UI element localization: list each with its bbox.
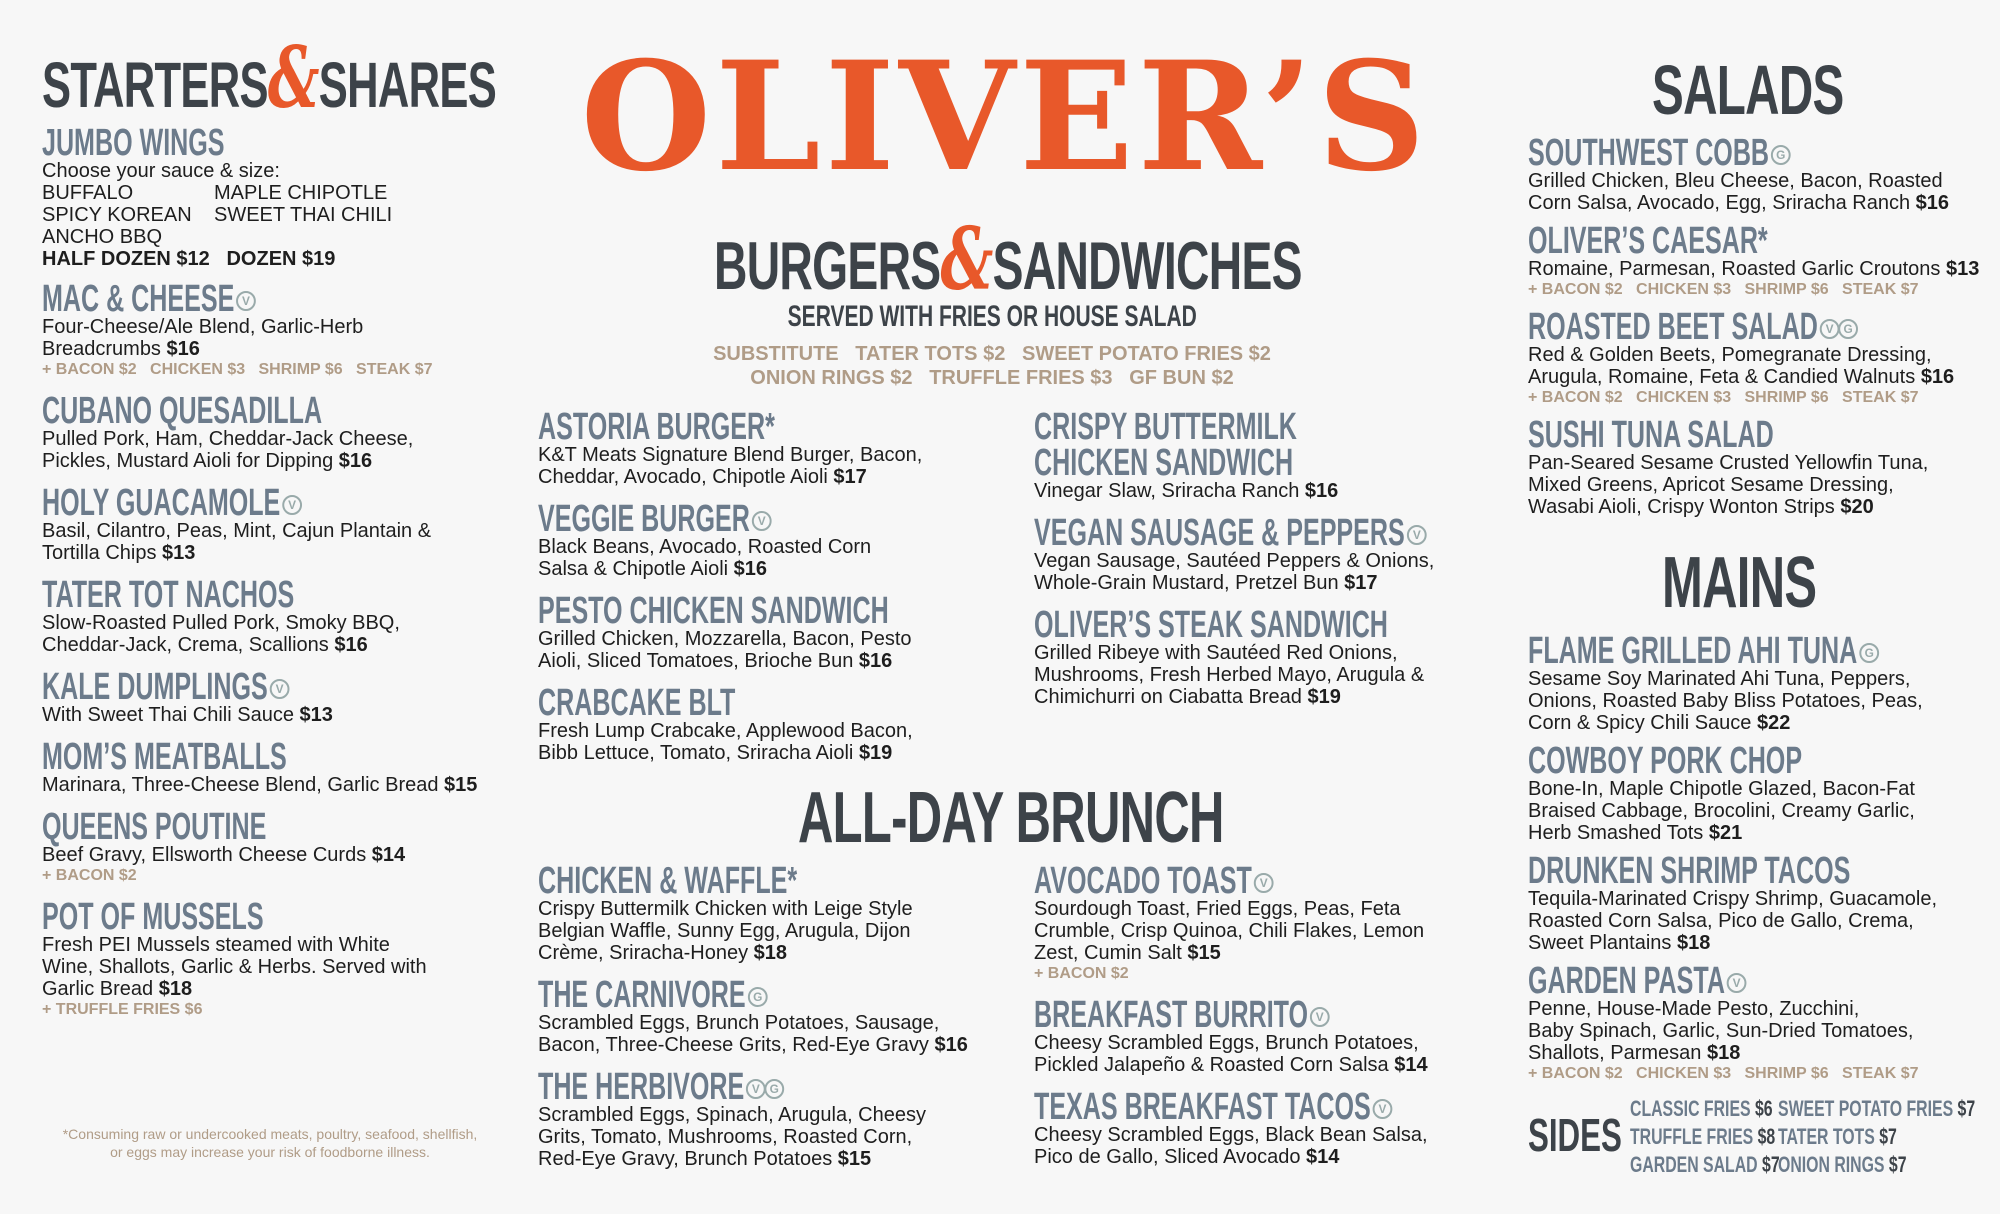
sauce: ANCHO BBQ [42,226,163,248]
item-price: $19 [1307,686,1341,708]
item-name [42,482,352,524]
item-name: OLIVER’S CAESAR* [1528,220,1768,262]
item-desc-text: Red-Eye Gravy, Brunch Potatoes [538,1148,833,1170]
substitute-line-1: SUBSTITUTE TATER TOTS $2 SWEET POTATO FRIES $2 [713,343,1271,365]
item-desc-text: Breadcrumbs [42,338,161,360]
menu-item [42,808,512,886]
item-desc-text: Corn & Spicy Chili Sauce [1528,712,1752,734]
brunch-right-column [1034,862,1494,1180]
item-desc: Roasted Corn Salsa, Pico de Gallo, Crema, [1528,910,1914,932]
served-with-text: SERVED WITH FRIES OR HOUSE SALAD [787,300,1197,333]
item-desc: Choose your sauce & size: [42,160,280,182]
item-desc: Wine, Shallots, Garlic & Herbs. Served with [42,956,427,978]
item-price: $21 [1708,822,1743,844]
item-desc-text: Pickled Jalapeño & Roasted Corn Salsa [1034,1054,1389,1076]
item-name: COWBOY PORK CHOP [1528,740,1803,782]
item-price: $13 [299,704,333,726]
item-desc: Pulled Pork, Ham, Cheddar-Jack Cheese, [42,428,414,450]
vegetarian-icon: V [1310,1007,1330,1027]
item-desc [538,466,1008,488]
menu-item [538,976,1008,1056]
side-price: $7 [1888,1152,1907,1177]
item-desc: Grits, Tomato, Mushrooms, Roasted Corn, [538,1126,913,1148]
item-desc: Mixed Greens, Apricot Sesame Dressing, [1528,474,1894,496]
item-desc-text: Aioli, Sliced Tomatoes, Brioche Bun [538,650,854,672]
item-desc-text: Cheddar-Jack, Crema, Scallions [42,634,329,656]
item-name-text: GARDEN PASTA [1528,960,1725,1002]
item-desc: Fresh Lump Crabcake, Applewood Bacon, [538,720,913,742]
wing-sauces [42,182,512,248]
item-price: $18 [1676,932,1711,954]
burgers-title-b: SANDWICHES [992,228,1302,304]
menu-item [1034,1088,1494,1168]
item-name-text: TEXAS BREAKFAST TACOS [1034,1086,1371,1128]
menu-item [1034,514,1494,594]
item-desc: Four-Cheese/Ale Blend, Garlic-Herb [42,316,364,338]
starters-section [42,28,512,1032]
item-price: $14 [1394,1054,1428,1076]
side-name: GARDEN SALAD [1630,1152,1758,1177]
item-name [1528,306,1853,348]
menu-item [42,392,512,472]
item-desc [1528,822,1988,844]
item-name: OLIVER’S STEAK SANDWICH [1034,604,1388,646]
item-name [538,498,848,540]
food-safety-note: *Consuming raw or undercooked meats, poultry, seafood, shellfish, or eggs may increase your risk of foodborne illness. [62,1126,478,1160]
item-name: PESTO CHICKEN SANDWICH [538,590,889,632]
item-price: $15 [837,1148,872,1170]
item-price: $16 [1915,192,1950,214]
vegetarian-icon: V [1820,319,1840,339]
menu-item [42,576,512,656]
item-desc [1528,366,1988,388]
item-desc [538,1034,1008,1056]
item-desc [1034,1054,1494,1076]
item-desc: Braised Cabbage, Brocolini, Creamy Garlic, [1528,800,1915,822]
item-name-text: BREAKFAST BURRITO [1034,994,1309,1036]
item-desc-text: Cheddar, Avocado, Chipotle Aioli [538,466,828,488]
menu-item [42,738,512,796]
item-name: CHICKEN & WAFFLE* [538,860,798,902]
item-desc [538,942,1008,964]
item-price: $14 [1306,1146,1340,1168]
item-desc [42,978,512,1000]
item-desc: Fresh PEI Mussels steamed with White [42,934,390,956]
vegetarian-icon: V [270,679,290,699]
item-name [42,666,352,708]
item-desc: Red & Golden Beets, Pomegranate Dressing, [1528,344,1932,366]
item-name: ASTORIA BURGER* [538,406,775,448]
item-name-text: VEGGIE BURGER [538,498,750,540]
item-desc-text: Wasabi Aioli, Crispy Wonton Strips [1528,496,1835,518]
side-item [1630,1152,1780,1178]
menu-item [1528,222,1988,300]
burgers-left-column [538,408,1008,776]
item-desc: Crispy Buttermilk Chicken with Leige Style [538,898,913,920]
item-desc-text: Garlic Bread [42,978,154,1000]
menu-item [1034,996,1494,1076]
side-price: $7 [1762,1152,1780,1177]
item-desc-text: Beef Gravy, Ellsworth Cheese Curds [42,844,367,866]
vegetarian-icon: V [746,1079,766,1099]
item-desc-text: Bibb Lettuce, Tomato, Sriracha Aioli [538,742,854,764]
item-desc [1528,496,1988,518]
item-price: $13 [1945,258,1980,280]
item-name: CRABCAKE BLT [538,682,736,724]
item-price: $14 [371,844,406,866]
item-desc: Scrambled Eggs, Brunch Potatoes, Sausage, [538,1012,940,1034]
vegetarian-icon: V [236,291,256,311]
item-desc: K&T Meats Signature Blend Burger, Bacon, [538,444,923,466]
salads-column [1528,134,1988,530]
menu-item [538,862,1008,964]
item-name-text: AVOCADO TOAST [1034,860,1252,902]
menu-item [1528,742,1988,844]
item-desc: Sourdough Toast, Fried Eggs, Peas, Feta [1034,898,1401,920]
item-name-text: SOUTHWEST COBB [1528,132,1770,174]
substitute-line-2: ONION RINGS $2 TRUFFLE FRIES $3 GF BUN $2 [750,367,1234,389]
item-price: $16 [934,1034,968,1056]
item-desc: Black Beans, Avocado, Roasted Corn [538,536,872,558]
side-name: TRUFFLE FRIES [1630,1124,1754,1149]
item-name [538,1066,848,1108]
vegetarian-icon: V [282,495,302,515]
item-price: $19 [858,742,893,764]
item-desc: Crumble, Crisp Quinoa, Chili Flakes, Lemon [1034,920,1425,942]
gluten-free-icon: G [1859,643,1879,663]
item-price: $20 [1840,496,1874,518]
gluten-free-icon: G [748,987,768,1007]
sauce: SPICY KOREAN [42,204,192,226]
gluten-free-icon: G [1838,319,1858,339]
item-desc [1528,712,1988,734]
item-price: $15 [444,774,478,796]
side-name: SWEET POTATO FRIES [1778,1096,1954,1121]
item-desc-text: Whole-Grain Mustard, Pretzel Bun [1034,572,1339,594]
item-desc-text: Romaine, Parmesan, Roasted Garlic Croutons [1528,258,1941,280]
item-name: CUBANO QUESADILLA [42,390,323,432]
menu-item [42,124,512,270]
item-name-text: HOLY GUACAMOLE [42,482,281,524]
side-price: $7 [1879,1124,1897,1149]
item-price: $13 [162,542,196,564]
menu-item [538,1068,1008,1170]
item-desc-text: Bacon, Three-Cheese Grits, Red-Eye Gravy [538,1034,929,1056]
burgers-title [714,209,1302,310]
item-addon: + TRUFFLE FRIES $6 [42,1001,203,1018]
served-with-note [552,300,1432,334]
item-addon: + BACON $2 CHICKEN $3 SHRIMP $6 STEAK $7 [42,361,433,378]
item-desc-text: Arugula, Romaine, Feta & Candied Walnuts [1528,366,1916,388]
item-desc: Sesame Soy Marinated Ahi Tuna, Peppers, [1528,668,1911,690]
vegetarian-icon: V [752,511,772,531]
item-desc: Pan-Seared Sesame Crusted Yellowfin Tuna, [1528,452,1929,474]
item-desc-text: Vinegar Slaw, Sriracha Ranch [1034,480,1300,502]
starters-amp: & [267,28,319,127]
item-name: TATER TOT NACHOS [42,574,295,616]
item-desc [1034,1146,1494,1168]
burgers-right-column [1034,408,1494,720]
vegetarian-icon: V [1254,873,1274,893]
item-desc [538,742,1008,764]
menu-item [538,408,1008,488]
item-price: $16 [858,650,893,672]
item-price: $17 [833,466,867,488]
item-desc: Scrambled Eggs, Spinach, Arugula, Cheesy [538,1104,926,1126]
item-desc: Cheesy Scrambled Eggs, Black Bean Salsa, [1034,1124,1428,1146]
item-name-text: THE HERBIVORE [538,1066,745,1108]
item-name [1528,960,1832,1002]
item-price: $15 [1187,942,1221,964]
item-name [1034,994,1338,1036]
item-name-text: KALE DUMPLINGS [42,666,268,708]
item-name: CRISPY BUTTERMILK [1034,406,1297,448]
burgers-amp: & [940,209,993,310]
item-name: CHICKEN SANDWICH [1034,442,1294,484]
item-price: $22 [1757,712,1791,734]
sauce: SWEET THAI CHILI [214,204,393,226]
brunch-title: ALL-DAY BRUNCH [798,778,1224,858]
item-name: POT OF MUSSELS [42,896,264,938]
side-item [1778,1096,1975,1122]
menu-item [42,668,512,726]
item-addon: + BACON $2 CHICKEN $3 SHRIMP $6 STEAK $7 [1528,281,1919,298]
item-name [538,974,848,1016]
item-name [1528,132,1832,174]
item-desc-text: Zest, Cumin Salt [1034,942,1182,964]
brunch-left-column [538,862,1008,1182]
item-price: $16 [1304,480,1339,502]
side-item [1778,1124,1897,1150]
side-item [1630,1096,1773,1122]
gluten-free-icon: G [765,1079,785,1099]
menu-item [538,592,1008,672]
item-addon: + BACON $2 [1034,965,1129,982]
item-desc: Belgian Waffle, Sunny Egg, Arugula, Dijon [538,920,911,942]
menu-item [42,484,512,564]
sauce: BUFFALO [42,182,134,204]
item-desc-text: Marinara, Three-Cheese Blend, Garlic Bread [42,774,439,796]
item-desc: Slow-Roasted Pulled Pork, Smoky BBQ, [42,612,400,634]
item-name-text: VEGAN SAUSAGE & PEPPERS [1034,512,1405,554]
item-desc [1528,192,1988,214]
item-addon: + BACON $2 [42,867,137,884]
item-desc-text: Pickles, Mustard Aioli for Dipping [42,450,334,472]
item-name [1034,512,1421,554]
menu-item [1528,632,1988,734]
item-desc: Bone-In, Maple Chipotle Glazed, Bacon-Fat [1528,778,1915,800]
menu-item [538,500,1008,580]
starters-title-a: STARTERS [42,49,268,121]
item-name: MOM’S MEATBALLS [42,736,287,778]
sides-title: SIDES [1528,1109,1622,1161]
item-name [1034,1086,1387,1128]
side-price: $8 [1757,1124,1776,1149]
item-desc: Grilled Chicken, Mozzarella, Bacon, Pesto [538,628,912,650]
wing-sizes: HALF DOZEN $12 DOZEN $19 [42,248,336,270]
side-item [1630,1124,1775,1150]
sauce: MAPLE CHIPOTLE [214,182,388,204]
restaurant-logo: OLIVER’S [580,29,1430,205]
item-desc-text: Corn Salsa, Avocado, Egg, Sriracha Ranch [1528,192,1911,214]
item-desc [42,450,512,472]
item-desc-text: With Sweet Thai Chili Sauce [42,704,294,726]
mains-column [1528,632,1988,1096]
vegetarian-icon: V [1373,1099,1393,1119]
starters-title-b: SHARES [318,49,497,121]
item-name [1528,630,1874,672]
gluten-free-icon: G [1771,145,1791,165]
menu-item [1528,416,1988,518]
item-name: DRUNKEN SHRIMP TACOS [1528,850,1851,892]
item-desc [1034,572,1494,594]
item-desc [1034,686,1494,708]
menu-item [1528,308,1988,408]
vegetarian-icon: V [1727,973,1747,993]
item-desc [538,1148,1008,1170]
item-name: JUMBO WINGS [42,122,225,164]
menu-item [42,898,512,1020]
item-name-text: FLAME GRILLED AHI TUNA [1528,630,1858,672]
item-price: $16 [338,450,373,472]
item-price: $16 [1920,366,1955,388]
item-desc-text: Shallots, Parmesan [1528,1042,1702,1064]
item-desc: Vegan Sausage, Sautéed Peppers & Onions, [1034,550,1435,572]
item-desc [538,558,1008,580]
item-desc: Onions, Roasted Baby Bliss Potatoes, Peas, [1528,690,1923,712]
item-desc: Cheesy Scrambled Eggs, Brunch Potatoes, [1034,1032,1419,1054]
item-desc-text: Crème, Sriracha-Honey [538,942,749,964]
menu-item [1034,606,1494,708]
item-desc: Penne, House-Made Pesto, Zucchini, [1528,998,1860,1020]
item-price: $17 [1344,572,1378,594]
side-name: TATER TOTS [1778,1124,1875,1149]
starters-title [42,28,497,127]
item-price: $16 [166,338,200,360]
item-desc: Tequila-Marinated Crispy Shrimp, Guacamole, [1528,888,1938,910]
item-addon: + BACON $2 CHICKEN $3 SHRIMP $6 STEAK $7 [1528,1065,1919,1082]
mains-title: MAINS [1662,543,1817,623]
menu-item [1034,408,1494,502]
item-desc [538,650,1008,672]
menu-item [538,684,1008,764]
item-name [42,278,352,320]
menu-item [1528,852,1988,954]
side-item [1778,1152,1907,1178]
item-desc: Grilled Ribeye with Sautéed Red Onions, [1034,642,1398,664]
menu-item [1528,962,1988,1084]
item-price: $16 [334,634,368,656]
menu-item [42,280,512,380]
menu-item [1034,862,1494,984]
item-desc [1034,942,1494,964]
item-desc: Baby Spinach, Garlic, Sun-Dried Tomatoes, [1528,1020,1914,1042]
menu-item [1528,134,1988,214]
item-price: $18 [753,942,788,964]
item-desc: Mushrooms, Fresh Herbed Mayo, Arugula & [1034,664,1425,686]
item-desc [1528,932,1988,954]
item-desc-text: Pico de Gallo, Sliced Avocado [1034,1146,1301,1168]
item-desc-text: Herb Smashed Tots [1528,822,1704,844]
item-price: $16 [733,558,768,580]
item-name-text: MAC & CHEESE [42,278,235,320]
item-desc-text: Chimichurri on Ciabatta Bread [1034,686,1302,708]
item-desc-text: Tortilla Chips [42,542,157,564]
burgers-title-a: BURGERS [714,228,941,304]
item-desc-text: Salsa & Chipotle Aioli [538,558,729,580]
item-desc [42,338,512,360]
side-price: $7 [1957,1096,1976,1121]
side-name: CLASSIC FRIES [1630,1096,1751,1121]
item-price: $18 [158,978,193,1000]
item-price: $18 [1706,1042,1741,1064]
item-desc [42,542,512,564]
item-name: SUSHI TUNA SALAD [1528,414,1774,456]
side-price: $6 [1754,1096,1773,1121]
item-desc-text: Sweet Plantains [1528,932,1672,954]
item-desc [1528,1042,1988,1064]
item-desc: Basil, Cilantro, Peas, Mint, Cajun Plantain & [42,520,432,542]
item-desc: Grilled Chicken, Bleu Cheese, Bacon, Roasted [1528,170,1943,192]
side-name: ONION RINGS [1778,1152,1885,1177]
salads-title: SALADS [1652,51,1844,129]
item-name [1034,860,1338,902]
item-name-text: ROASTED BEET SALAD [1528,306,1818,348]
item-name-text: THE CARNIVORE [538,974,746,1016]
item-name: QUEENS POUTINE [42,806,267,848]
item-desc [42,634,512,656]
vegetarian-icon: V [1407,525,1427,545]
item-addon: + BACON $2 CHICKEN $3 SHRIMP $6 STEAK $7 [1528,389,1919,406]
